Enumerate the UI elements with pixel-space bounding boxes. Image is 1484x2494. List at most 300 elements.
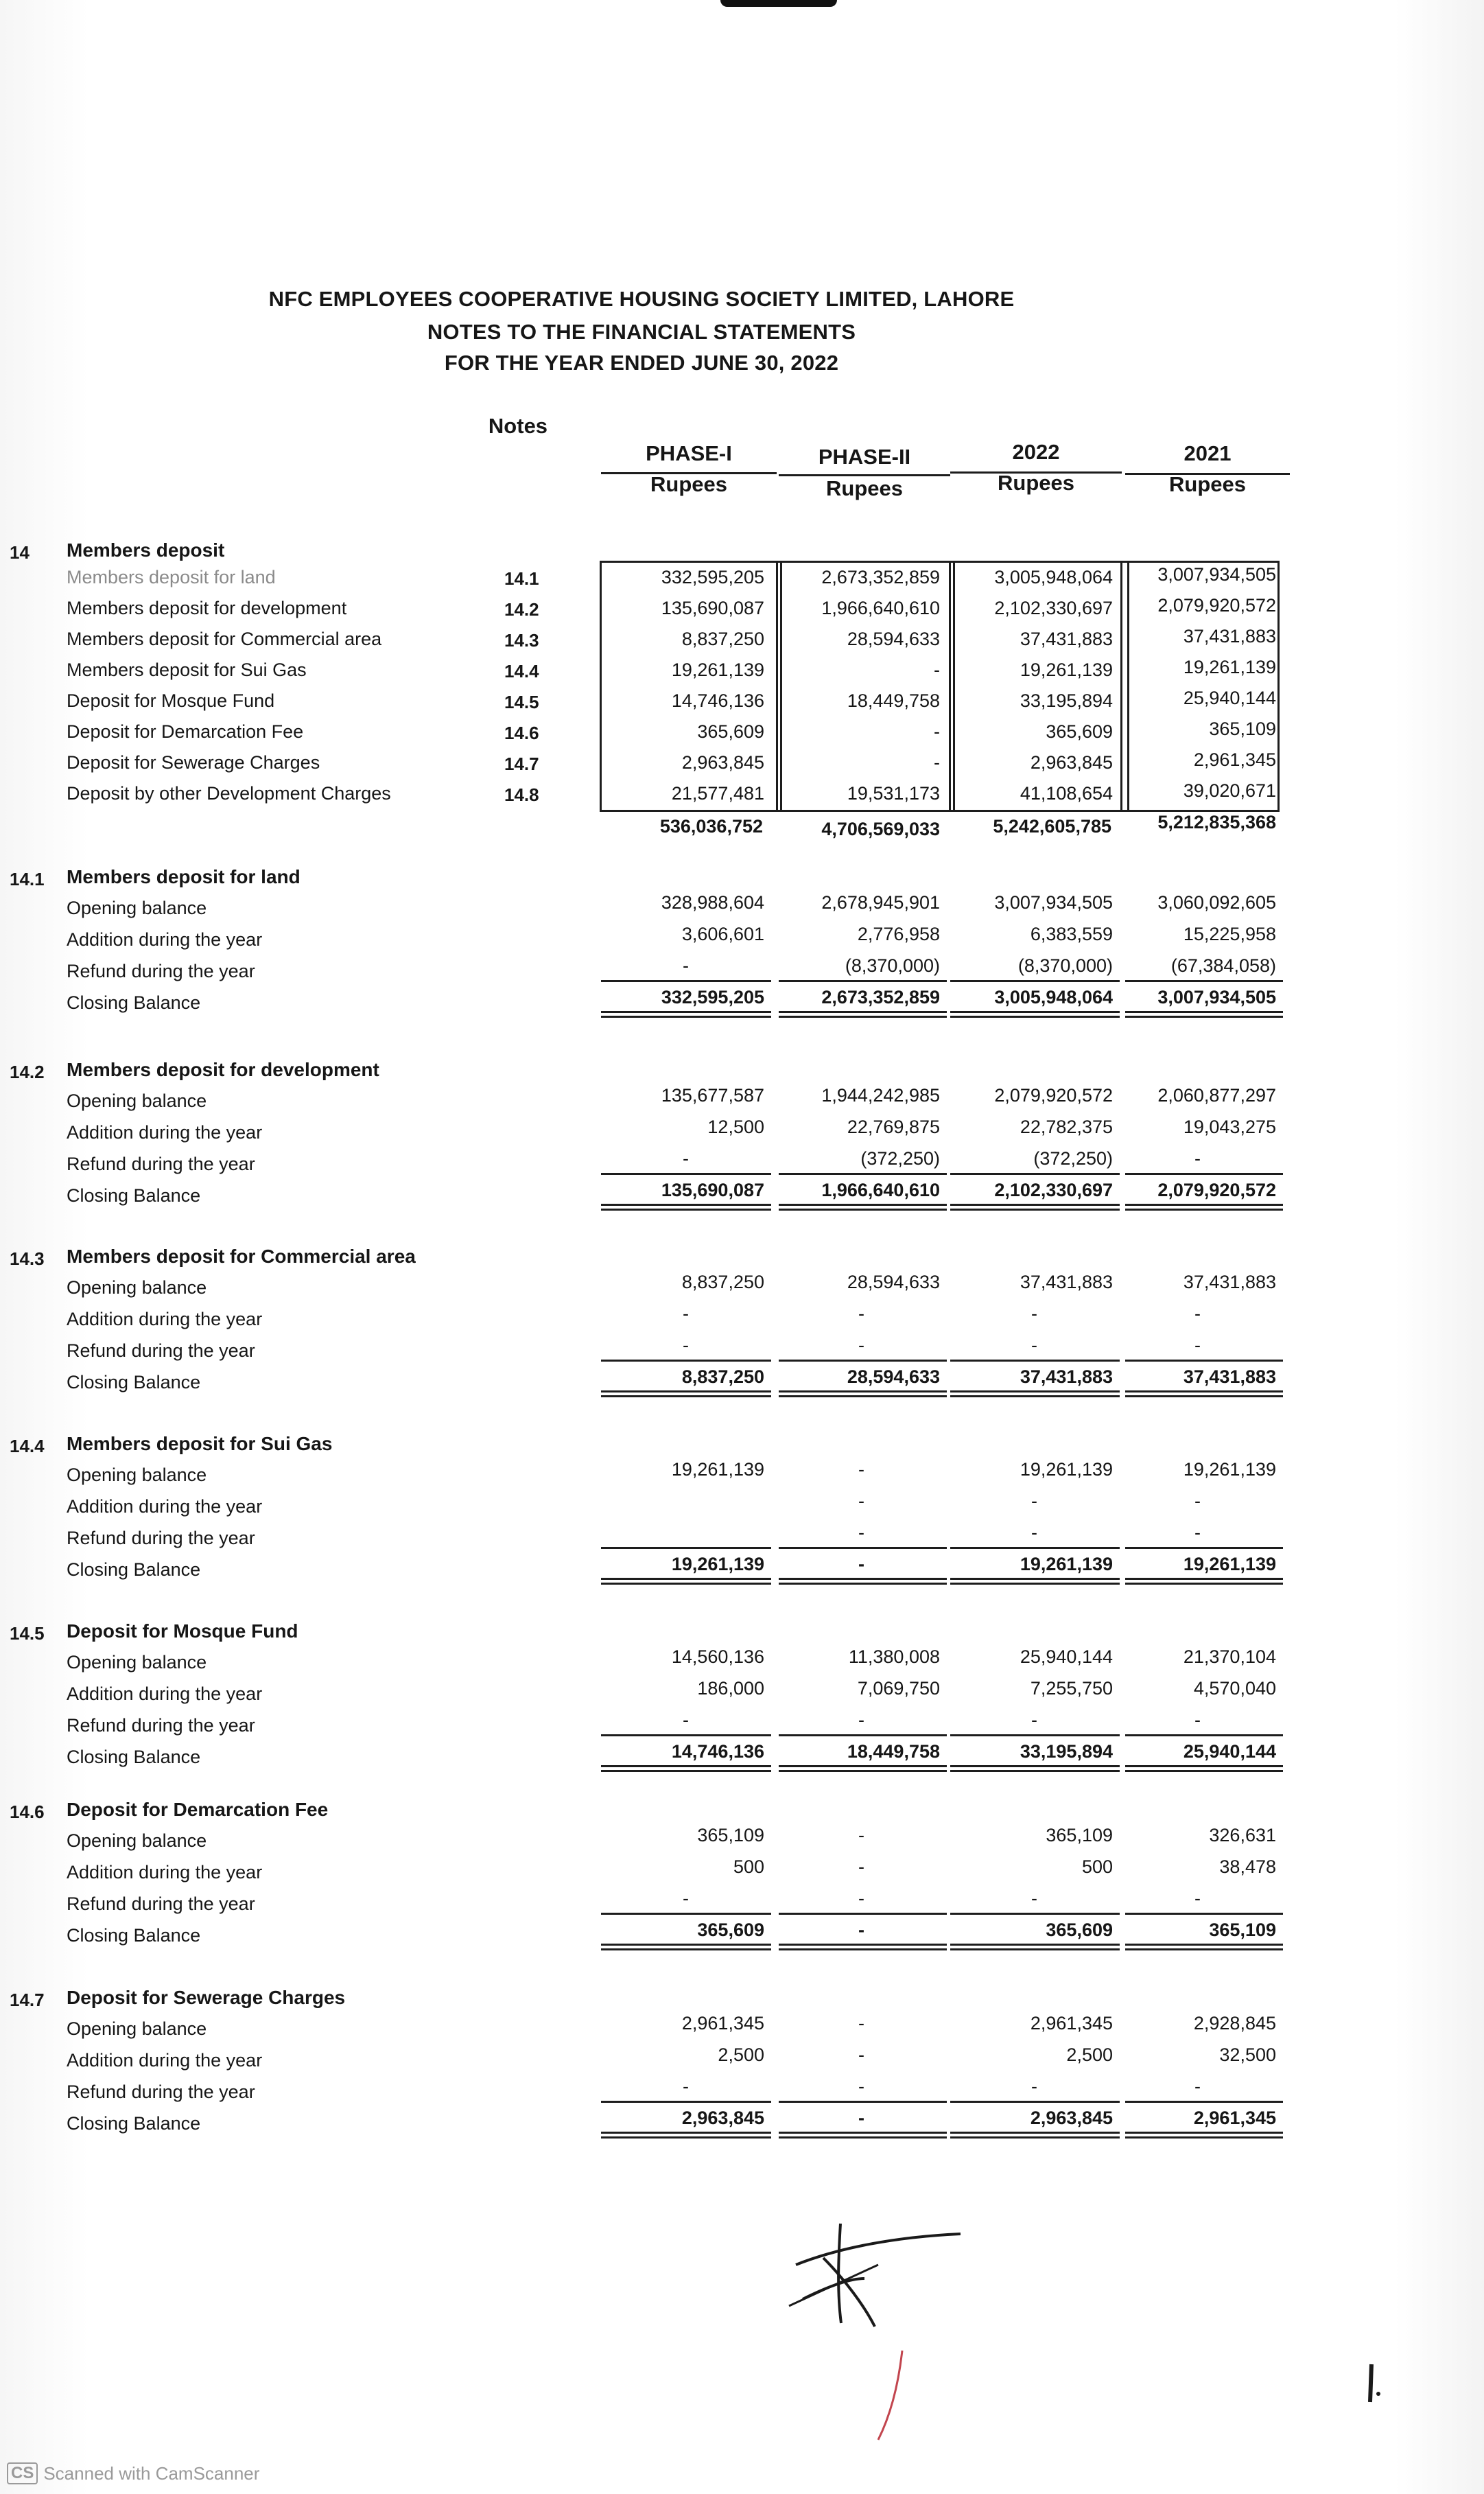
deposit-value-2021: 37,431,883: [1183, 626, 1276, 646]
deposit-value-phase1: 365,609: [697, 721, 764, 742]
note-ref: 14.5: [504, 692, 539, 712]
movement-value-phase2: -: [858, 1825, 864, 1845]
phase1-unit: Rupees: [650, 472, 727, 496]
scanner-watermark: [7, 2462, 259, 2484]
signature: [775, 2203, 981, 2340]
movement-value-2021: 21,370,104: [1183, 1646, 1276, 1667]
movement-value-phase2: 11,380,008: [848, 1646, 940, 1667]
movement-value-phase2: 1,944,242,985: [821, 1085, 940, 1106]
movement-value-phase1: 19,261,139: [671, 1459, 764, 1480]
double-underline: [601, 1770, 771, 1772]
closing-value-phase2: 2,673,352,859: [821, 987, 940, 1007]
movement-value-2021: -: [1194, 1522, 1201, 1543]
movement-value-phase2: (372,250): [860, 1148, 940, 1169]
double-underline: [779, 1209, 947, 1211]
movement-value-phase1: 365,109: [697, 1825, 764, 1845]
deposit-value-2021: 365,109: [1209, 719, 1276, 739]
movement-value-phase1: -: [683, 2076, 689, 2097]
section-number: 14.1: [10, 869, 45, 889]
double-underline: [1125, 1770, 1283, 1772]
movement-value-2022: 365,109: [1046, 1825, 1113, 1845]
note-ref: 14.1: [504, 568, 539, 589]
movement-label: Opening balance: [67, 2018, 207, 2039]
deposit-value-2021: 2,079,920,572: [1157, 595, 1276, 616]
note-ref: 14.7: [504, 754, 539, 774]
movement-value-2022: -: [1031, 1303, 1037, 1324]
note-ref: 14.6: [504, 723, 539, 743]
movement-value-phase2: -: [858, 1710, 864, 1730]
movement-value-2021: 2,928,845: [1193, 2013, 1276, 2033]
closing-balance-label: Closing Balance: [67, 992, 201, 1013]
section-title: Members deposit for Sui Gas: [67, 1433, 333, 1454]
total-2022: 5,242,605,785: [993, 816, 1111, 837]
movement-value-2022: 2,079,920,572: [994, 1085, 1113, 1106]
double-underline: [950, 1390, 1120, 1392]
closing-value-2021: 3,007,934,505: [1157, 987, 1276, 1007]
movement-value-2022: 500: [1081, 1856, 1113, 1877]
subtotal-rule: [1125, 980, 1283, 982]
subtotal-rule: [950, 1547, 1120, 1549]
movement-label: Opening balance: [67, 1465, 207, 1485]
double-underline: [779, 1578, 947, 1580]
double-underline: [601, 1578, 771, 1580]
movement-value-2022: 2,961,345: [1030, 2013, 1113, 2033]
deposit-value-phase2: 1,966,640,610: [821, 598, 940, 618]
movement-value-phase1: -: [683, 1148, 689, 1169]
deposit-value-phase2: 2,673,352,859: [821, 567, 940, 587]
phase2-column-header: PHASE-II: [818, 445, 911, 469]
box-divider: [1120, 561, 1122, 811]
total-phase2: 4,706,569,033: [821, 819, 940, 839]
section-number: 14.4: [10, 1436, 45, 1456]
section-title: Members deposit for development: [67, 1059, 379, 1080]
double-underline: [950, 1395, 1120, 1397]
movement-value-phase2: 28,594,633: [847, 1272, 940, 1292]
double-underline: [1125, 1765, 1283, 1767]
double-underline: [601, 1390, 771, 1392]
movement-value-phase2: (8,370,000): [845, 955, 940, 976]
phase1-column-header: PHASE-I: [646, 441, 732, 465]
section-title: Members deposit: [67, 539, 225, 561]
double-underline: [779, 1770, 947, 1772]
subtotal-rule: [779, 1547, 947, 1549]
movement-value-2022: -: [1031, 1888, 1037, 1909]
movement-value-2022: 37,431,883: [1020, 1272, 1113, 1292]
movement-value-phase1: -: [683, 955, 689, 976]
deposit-value-phase2: 28,594,633: [847, 629, 940, 649]
closing-value-2022: 3,005,948,064: [994, 987, 1113, 1007]
movement-value-2021: 37,431,883: [1183, 1272, 1276, 1292]
section-number: 14.6: [10, 1802, 45, 1822]
year-2021-unit: Rupees: [1169, 472, 1246, 496]
movement-value-2022: 2,500: [1066, 2044, 1113, 2065]
subtotal-rule: [779, 1913, 947, 1915]
subtotal-rule: [779, 980, 947, 982]
movement-value-phase2: -: [858, 1303, 864, 1324]
movement-value-phase2: -: [858, 1459, 864, 1480]
closing-balance-label: Closing Balance: [67, 1925, 201, 1946]
movement-label: Addition during the year: [67, 1683, 263, 1704]
section-title: Members deposit for land: [67, 866, 301, 887]
closing-value-phase1: 365,609: [697, 1920, 764, 1940]
deposit-value-phase1: 135,690,087: [661, 598, 764, 618]
note-ref: 14.2: [504, 599, 539, 620]
double-underline: [1125, 1944, 1283, 1946]
movement-value-phase2: -: [858, 1491, 864, 1511]
double-underline: [950, 1209, 1120, 1211]
section-title: Deposit for Demarcation Fee: [67, 1799, 329, 1820]
deposit-value-phase1: 2,963,845: [681, 752, 764, 773]
subtotal-rule: [950, 1734, 1120, 1736]
deposit-value-2021: 19,261,139: [1183, 657, 1276, 677]
movement-value-phase1: 2,961,345: [681, 2013, 764, 2033]
double-underline: [779, 1390, 947, 1392]
double-underline: [1125, 1578, 1283, 1580]
movement-value-phase1: -: [683, 1888, 689, 1909]
deposit-value-phase1: 14,746,136: [671, 690, 764, 711]
subtotal-rule: [601, 1173, 771, 1175]
movement-value-2021: 19,043,275: [1183, 1117, 1276, 1137]
deposit-value-phase1: 8,837,250: [681, 629, 764, 649]
deposit-value-2021: 2,961,345: [1193, 749, 1276, 770]
subtotal-rule: [950, 2101, 1120, 2103]
double-underline: [1125, 1209, 1283, 1211]
closing-value-phase2: 28,594,633: [847, 1366, 940, 1387]
movement-value-phase2: 2,678,945,901: [821, 892, 940, 913]
movement-value-2021: 3,060,092,605: [1157, 892, 1276, 913]
subtotal-rule: [1125, 1547, 1283, 1549]
subtotal-rule: [1125, 1734, 1283, 1736]
movement-label: Refund during the year: [67, 1528, 255, 1548]
closing-balance-label: Closing Balance: [67, 1747, 201, 1767]
double-underline: [950, 1578, 1120, 1580]
subtotal-rule: [779, 1173, 947, 1175]
double-underline: [601, 1016, 771, 1018]
movement-label: Addition during the year: [67, 1862, 263, 1883]
deposit-value-2021: 39,020,671: [1183, 780, 1276, 801]
movement-value-phase2: -: [858, 1888, 864, 1909]
movement-label: Addition during the year: [67, 1309, 263, 1329]
closing-balance-label: Closing Balance: [67, 1559, 201, 1580]
double-underline: [1125, 1011, 1283, 1013]
deposit-row-label: Members deposit for Commercial area: [67, 629, 382, 649]
total-2021: 5,212,835,368: [1157, 812, 1276, 832]
double-underline: [601, 2136, 771, 2138]
total-phase1: 536,036,752: [659, 816, 763, 837]
movement-value-2022: 22,782,375: [1020, 1117, 1113, 1137]
movement-label: Opening balance: [67, 1277, 207, 1298]
closing-value-2021: 25,940,144: [1183, 1741, 1276, 1762]
box-top-border: [600, 561, 1280, 563]
double-underline: [1125, 1583, 1283, 1585]
double-underline: [779, 1395, 947, 1397]
deposit-value-2022: 37,431,883: [1020, 629, 1113, 649]
deposit-row-label: Deposit for Mosque Fund: [67, 690, 275, 711]
double-underline: [779, 2132, 947, 2134]
subtotal-rule: [950, 980, 1120, 982]
deposit-value-phase2: -: [934, 752, 940, 773]
closing-value-2021: 19,261,139: [1183, 1554, 1276, 1574]
double-underline: [601, 1395, 771, 1397]
movement-value-phase1: 500: [733, 1856, 764, 1877]
deposit-row-label: Deposit for Sewerage Charges: [67, 752, 320, 773]
movement-value-2022: -: [1031, 2076, 1037, 2097]
camscanner-logo: CS: [7, 2462, 38, 2484]
deposit-value-2022: 2,963,845: [1030, 752, 1113, 773]
box-divider: [776, 561, 778, 811]
movement-value-2022: (372,250): [1033, 1148, 1113, 1169]
note-ref: 14.4: [504, 661, 539, 681]
note-ref: 14.8: [504, 784, 539, 805]
movement-label: Refund during the year: [67, 1340, 255, 1361]
movement-value-2021: -: [1194, 2076, 1201, 2097]
movement-value-2022: 3,007,934,505: [994, 892, 1113, 913]
movement-value-2021: -: [1194, 1710, 1201, 1730]
double-underline: [950, 1944, 1120, 1946]
movement-value-2022: -: [1031, 1522, 1037, 1543]
document-title: NOTES TO THE FINANCIAL STATEMENTS: [427, 320, 856, 344]
double-underline: [1125, 1390, 1283, 1392]
closing-value-2022: 365,609: [1046, 1920, 1113, 1940]
closing-value-phase2: 1,966,640,610: [821, 1180, 940, 1200]
subtotal-rule: [601, 1913, 771, 1915]
closing-value-phase2: -: [858, 2108, 864, 2128]
subtotal-rule: [1125, 1360, 1283, 1362]
closing-value-phase2: 18,449,758: [847, 1741, 940, 1762]
movement-value-phase2: -: [858, 1335, 864, 1355]
double-underline: [950, 1204, 1120, 1206]
deposit-value-phase2: 19,531,173: [847, 783, 940, 804]
movement-value-phase1: -: [683, 1710, 689, 1730]
pen-mark: [871, 2347, 912, 2443]
movement-value-phase1: 186,000: [697, 1678, 764, 1699]
ink-mark: [1362, 2361, 1382, 2416]
double-underline: [779, 1944, 947, 1946]
double-underline: [779, 1204, 947, 1206]
closing-value-phase1: 14,746,136: [671, 1741, 764, 1762]
movement-value-2021: -: [1194, 1335, 1201, 1355]
movement-label: Refund during the year: [67, 1154, 255, 1174]
movement-label: Addition during the year: [67, 1496, 263, 1517]
movement-label: Refund during the year: [67, 1893, 255, 1914]
period-title: FOR THE YEAR ENDED JUNE 30, 2022: [444, 351, 839, 375]
movement-value-phase1: -: [683, 1335, 689, 1355]
movement-value-phase2: 22,769,875: [847, 1117, 940, 1137]
double-underline: [950, 2132, 1120, 2134]
movement-value-2022: -: [1031, 1710, 1037, 1730]
section-number: 14: [10, 542, 30, 563]
closing-value-phase1: 19,261,139: [671, 1554, 764, 1574]
double-underline: [601, 2132, 771, 2134]
movement-label: Refund during the year: [67, 2082, 255, 2102]
closing-value-phase1: 2,963,845: [681, 2108, 764, 2128]
movement-value-2022: 19,261,139: [1020, 1459, 1113, 1480]
movement-value-2022: 7,255,750: [1030, 1678, 1113, 1699]
double-underline: [779, 1948, 947, 1950]
movement-value-phase1: 12,500: [707, 1117, 764, 1137]
notes-column-header: Notes: [488, 414, 548, 438]
double-underline: [601, 1765, 771, 1767]
closing-value-2021: 365,109: [1209, 1920, 1276, 1940]
year-2021-column-header: 2021: [1183, 441, 1232, 465]
section-title: Deposit for Sewerage Charges: [67, 1987, 346, 2008]
double-underline: [1125, 1016, 1283, 1018]
movement-value-phase1: 135,677,587: [661, 1085, 764, 1106]
subtotal-rule: [950, 1913, 1120, 1915]
deposit-value-phase1: 21,577,481: [671, 783, 764, 804]
deposit-value-2022: 3,005,948,064: [994, 567, 1113, 587]
double-underline: [779, 1583, 947, 1585]
deposit-row-label: Members deposit for development: [67, 598, 347, 618]
double-underline: [601, 1944, 771, 1946]
deposit-value-2021: 25,940,144: [1183, 688, 1276, 708]
movement-value-phase2: -: [858, 1856, 864, 1877]
double-underline: [601, 1204, 771, 1206]
closing-balance-label: Closing Balance: [67, 2113, 201, 2134]
deposit-value-2022: 365,609: [1046, 721, 1113, 742]
movement-value-2021: 15,225,958: [1183, 924, 1276, 944]
double-underline: [779, 1765, 947, 1767]
double-underline: [779, 1016, 947, 1018]
closing-value-2022: 33,195,894: [1020, 1741, 1113, 1762]
double-underline: [950, 1016, 1120, 1018]
movement-value-phase2: -: [858, 2076, 864, 2097]
movement-value-2022: (8,370,000): [1017, 955, 1113, 976]
year-2022-column-header: 2022: [1012, 440, 1060, 464]
movement-value-2021: -: [1194, 1491, 1201, 1511]
box-right-border: [1277, 561, 1280, 811]
double-underline: [950, 1583, 1120, 1585]
subtotal-rule: [601, 2101, 771, 2103]
subtotal-rule: [779, 2101, 947, 2103]
movement-value-2021: 38,478: [1219, 1856, 1276, 1877]
closing-balance-label: Closing Balance: [67, 1372, 201, 1392]
deposit-value-2022: 41,108,654: [1020, 783, 1113, 804]
closing-value-phase1: 332,595,205: [661, 987, 764, 1007]
movement-value-2021: 32,500: [1219, 2044, 1276, 2065]
movement-label: Addition during the year: [67, 929, 263, 950]
section-number: 14.5: [10, 1623, 45, 1644]
movement-value-2022: -: [1031, 1335, 1037, 1355]
deposit-value-2022: 19,261,139: [1020, 660, 1113, 680]
subtotal-rule: [1125, 1913, 1283, 1915]
closing-value-phase2: -: [858, 1920, 864, 1940]
deposit-value-phase1: 19,261,139: [671, 660, 764, 680]
subtotal-rule: [779, 1360, 947, 1362]
deposit-value-2021: 3,007,934,505: [1157, 564, 1276, 585]
double-underline: [1125, 1204, 1283, 1206]
movement-label: Refund during the year: [67, 961, 255, 981]
movement-label: Addition during the year: [67, 1122, 263, 1143]
closing-value-2021: 37,431,883: [1183, 1366, 1276, 1387]
movement-value-phase1: 3,606,601: [681, 924, 764, 944]
movement-label: Opening balance: [67, 898, 207, 918]
note-ref: 14.3: [504, 630, 539, 651]
movement-value-2021: -: [1194, 1148, 1201, 1169]
double-underline: [779, 1011, 947, 1013]
closing-value-phase2: -: [858, 1554, 864, 1574]
movement-value-2022: 6,383,559: [1030, 924, 1113, 944]
movement-value-2022: -: [1031, 1491, 1037, 1511]
subtotal-rule: [950, 1173, 1120, 1175]
subtotal-rule: [779, 1734, 947, 1736]
subtotal-rule: [950, 1360, 1120, 1362]
movement-value-2021: 326,631: [1209, 1825, 1276, 1845]
movement-value-phase1: 14,560,136: [671, 1646, 764, 1667]
deposit-row-label: Members deposit for Sui Gas: [67, 660, 307, 680]
company-name: NFC EMPLOYEES COOPERATIVE HOUSING SOCIETY LIMITED, LAHORE: [268, 287, 1015, 311]
movement-value-phase2: -: [858, 2013, 864, 2033]
movement-label: Addition during the year: [67, 2050, 263, 2071]
year-2022-unit: Rupees: [998, 471, 1074, 495]
deposit-value-phase2: -: [934, 721, 940, 742]
movement-value-2021: 4,570,040: [1193, 1678, 1276, 1699]
double-underline: [601, 1583, 771, 1585]
deposit-row-label: Deposit for Demarcation Fee: [67, 721, 304, 742]
section-title: Members deposit for Commercial area: [67, 1246, 416, 1267]
subtotal-rule: [1125, 2101, 1283, 2103]
movement-label: Opening balance: [67, 1830, 207, 1851]
closing-value-2022: 19,261,139: [1020, 1554, 1113, 1574]
double-underline: [1125, 2132, 1283, 2134]
double-underline: [601, 1209, 771, 1211]
movement-value-2021: -: [1194, 1888, 1201, 1909]
subtotal-rule: [601, 980, 771, 982]
movement-label: Opening balance: [67, 1652, 207, 1673]
closing-value-2021: 2,961,345: [1193, 2108, 1276, 2128]
movement-value-phase1: -: [683, 1303, 689, 1324]
movement-value-phase2: 7,069,750: [857, 1678, 940, 1699]
double-underline: [601, 1948, 771, 1950]
movement-value-2021: 19,261,139: [1183, 1459, 1276, 1480]
subtotal-rule: [601, 1734, 771, 1736]
closing-value-2022: 2,102,330,697: [994, 1180, 1113, 1200]
deposit-value-2022: 2,102,330,697: [994, 598, 1113, 618]
scan-edge-mark: [720, 0, 837, 7]
movement-value-2021: (67,384,058): [1170, 955, 1276, 976]
movement-value-phase2: 2,776,958: [857, 924, 940, 944]
movement-value-phase2: -: [858, 2044, 864, 2065]
movement-value-phase2: -: [858, 1522, 864, 1543]
section-number: 14.2: [10, 1062, 45, 1082]
subtotal-rule: [601, 1360, 771, 1362]
closing-balance-label: Closing Balance: [67, 1185, 201, 1206]
movement-value-phase1: 8,837,250: [681, 1272, 764, 1292]
double-underline: [1125, 1395, 1283, 1397]
double-underline: [950, 1770, 1120, 1772]
movement-value-2022: 25,940,144: [1020, 1646, 1113, 1667]
double-underline: [1125, 1948, 1283, 1950]
closing-value-phase1: 8,837,250: [681, 1366, 764, 1387]
deposit-value-phase2: -: [934, 660, 940, 680]
deposit-row-label: Members deposit for land: [67, 567, 276, 587]
movement-label: Opening balance: [67, 1091, 207, 1111]
deposit-value-phase2: 18,449,758: [847, 690, 940, 711]
phase2-unit: Rupees: [826, 476, 903, 500]
subtotal-rule: [601, 1547, 771, 1549]
movement-value-2021: 2,060,877,297: [1157, 1085, 1276, 1106]
movement-value-phase1: 2,500: [718, 2044, 764, 2065]
double-underline: [779, 2136, 947, 2138]
deposit-value-2022: 33,195,894: [1020, 690, 1113, 711]
deposit-row-label: Deposit by other Development Charges: [67, 783, 391, 804]
double-underline: [950, 1765, 1120, 1767]
movement-value-phase1: 328,988,604: [661, 892, 764, 913]
section-title: Deposit for Mosque Fund: [67, 1620, 298, 1642]
camscanner-text: Scanned with CamScanner: [43, 2462, 260, 2484]
closing-value-2022: 37,431,883: [1020, 1366, 1113, 1387]
movement-value-2021: -: [1194, 1303, 1201, 1324]
